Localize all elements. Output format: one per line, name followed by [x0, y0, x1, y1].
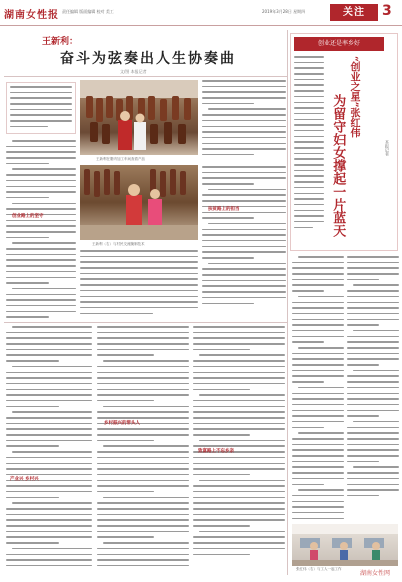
watermark: 湖南女性网: [360, 570, 391, 577]
bottom-section-2: 致富路上不忘乡亲: [198, 449, 234, 454]
photo-2-image: [80, 165, 198, 240]
sidebar-photo-caption: 张红伟（右）与工人一起工作: [296, 567, 342, 571]
article-column-3: [202, 166, 286, 316]
section-divider: [4, 322, 287, 323]
article-photo-1: [80, 80, 198, 155]
article-column-1: [6, 140, 76, 320]
sidebar-photo-image: [292, 524, 398, 566]
article-kicker: 王新利：: [42, 37, 79, 47]
column-divider: [287, 30, 288, 575]
sidebar-photo: [292, 524, 398, 566]
article-column-6: [97, 326, 189, 571]
edition-meta: 责任编辑 版面编辑 校对 美工: [62, 9, 114, 14]
sidebar-banner: 创业还是率乡好: [294, 37, 384, 51]
subhead-3: 乡村振兴的带头人: [104, 421, 140, 426]
bottom-section-1: 产业兴 乡村兴: [10, 477, 39, 482]
sidebar-byline: 本报记者: [385, 140, 390, 156]
article-intro: [6, 82, 76, 134]
article-column-2: [202, 80, 286, 162]
photo-caption-2: 王新利（右）与村民交流腌制技术: [92, 242, 145, 246]
sidebar-headline-main: 为留守妇女撑起一片蓝天: [330, 94, 346, 237]
article-headline: 奋斗为弦奏出人生协奏曲: [60, 51, 236, 67]
subhead-2: 扶贫路上的担当: [208, 207, 240, 212]
paper-name: 湖南女性报: [4, 10, 59, 21]
sidebar-column-1: [292, 256, 344, 521]
subhead-1: 创业路上的坚守: [12, 214, 44, 219]
page-header: [0, 0, 402, 26]
article-column-4: [80, 250, 198, 320]
page-number: 3: [382, 3, 392, 19]
article-byline: 文/图 本报记者: [120, 69, 147, 74]
date-line: 2019年3月28日 星期四: [262, 9, 306, 14]
photo-caption-1: 王新利在腊肉加工车间查看产品: [96, 157, 145, 161]
sidebar-column-2: [347, 256, 399, 521]
photo-1-image: [80, 80, 198, 155]
headline-rule: [4, 76, 287, 77]
sidebar-headline-top: “创业之星”张红伟: [348, 56, 359, 138]
article-column-5: [6, 326, 92, 571]
article-photo-2: [80, 165, 198, 240]
sidebar-intro-text: [294, 56, 324, 246]
section-tag: 关注: [330, 4, 378, 21]
